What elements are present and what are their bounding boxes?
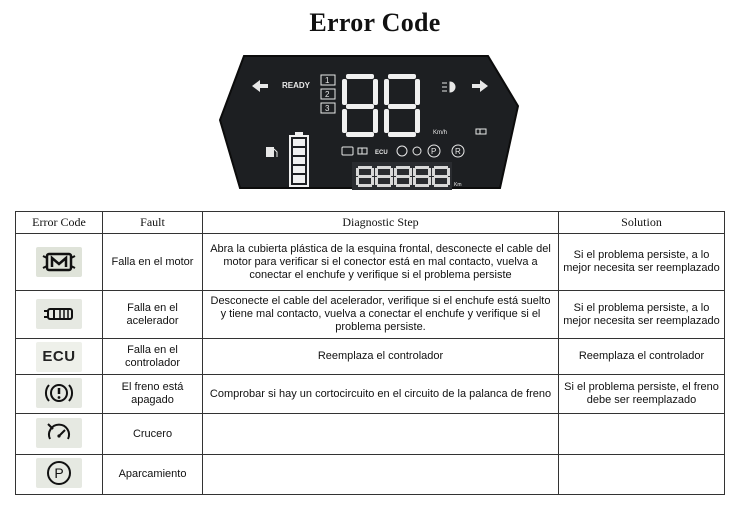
gear-1: 1: [325, 76, 330, 85]
gear-3: 3: [325, 104, 330, 113]
fault-cell: El freno está apagado: [103, 375, 203, 414]
diagnostic-step-cell: [203, 414, 559, 455]
solution-cell: [559, 455, 725, 495]
r-indicator: R: [455, 147, 461, 156]
table-row: [16, 375, 725, 414]
motor-warning-icon: [36, 247, 82, 277]
solution-cell: Reemplaza el controlador: [559, 339, 725, 375]
table-header-row: [16, 212, 725, 234]
page-title: Error Code: [309, 8, 441, 37]
header-error-code: Error Code: [16, 212, 103, 234]
header-solution: Solution: [559, 212, 725, 234]
fault-cell: Aparcamiento: [103, 455, 203, 495]
ecu-icon-label: ECU: [42, 348, 76, 365]
dashboard-display: [218, 50, 520, 200]
parking-icon: [36, 458, 82, 488]
diagnostic-step-cell: Abra la cubierta plástica de la esquina frontal, desconecte el cable del motor para verificar si el conector está en mal contacto, vuelva a conectar el enchufe y verifique si el problema persiste: [203, 234, 559, 291]
fault-cell: Crucero: [103, 414, 203, 455]
diagnostic-step-cell: Desconecte el cable del acelerador, verifique si el enchufe está suelto y tiene mal contacto, vuelva a conectar el enchufe y verifique si el problema persiste.: [203, 291, 559, 339]
parking-icon-label: P: [54, 465, 64, 481]
fault-cell: Falla en el motor: [103, 234, 203, 291]
error-code-table: [15, 211, 725, 495]
table-row: [16, 339, 725, 375]
speed-unit: Km/h: [433, 130, 448, 136]
ecu-icon: [36, 342, 82, 372]
solution-cell: Si el problema persiste, a lo mejor necesita ser reemplazado: [559, 234, 725, 291]
odometer-unit: Km: [454, 182, 462, 188]
header-fault: Fault: [103, 212, 203, 234]
ready-indicator: READY: [282, 81, 311, 90]
solution-cell: Si el problema persiste, el freno debe ser reemplazado: [559, 375, 725, 414]
solution-cell: [559, 414, 725, 455]
throttle-warning-icon: [36, 299, 82, 329]
gear-2: 2: [325, 90, 330, 99]
diagnostic-step-cell: Comprobar si hay un cortocircuito en el circuito de la palanca de freno: [203, 375, 559, 414]
table-row: [16, 414, 725, 455]
table-row: [16, 234, 725, 291]
header-diagnostic-step: Diagnostic Step: [203, 212, 559, 234]
fault-cell: Falla en el acelerador: [103, 291, 203, 339]
ecu-indicator: ECU: [375, 150, 388, 156]
park-indicator: P: [431, 147, 437, 156]
diagnostic-step-cell: Reemplaza el controlador: [203, 339, 559, 375]
solution-cell: Si el problema persiste, a lo mejor necesita ser reemplazado: [559, 291, 725, 339]
table-row: [16, 291, 725, 339]
brake-warning-icon: [36, 378, 82, 408]
odometer-display: [352, 162, 452, 190]
diagnostic-step-cell: [203, 455, 559, 495]
fault-cell: Falla en el controlador: [103, 339, 203, 375]
table-row: [16, 455, 725, 495]
cruise-icon: [36, 418, 82, 448]
